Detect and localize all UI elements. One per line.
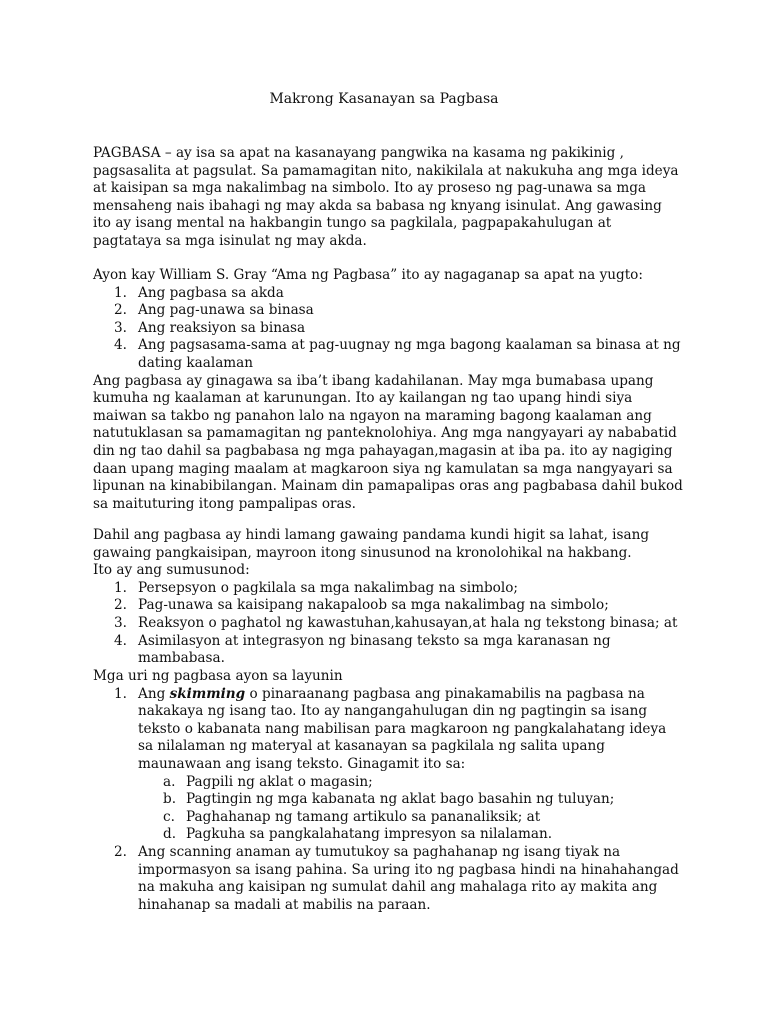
list-item: 2. Pag-unawa sa kaisipang nakapaloob sa mga nakalimbag na simbolo; <box>114 597 609 614</box>
list-item: 3. Reaksyon o paghatol ng kawastuhan,kahusayan,at hala ng tekstong binasa; at <box>114 614 678 631</box>
skimming-term: skimming <box>169 685 246 702</box>
chronological-steps-paragraph: Dahil ang pagbasa ay hindi lamang gawaing pandama kundi higit sa lahat, isang gawaing pangkaisipan, mayroon itong sinusunod na kronolohikal na hakbang. <box>93 527 650 561</box>
pagbasa-definition-paragraph: PAGBASA – ay isa sa apat na kasanayang pangwika na kasama ng pakikinig , pagsasalita at pagsulat. Sa pamamagitan nito, nakikilala at nakukuha ang mga ideya at kaisipan sa mga nakalimbag na simbolo. Ito ay proseso ng pag-unawa sa mga mensaheng nais ibahagi ng may akda sa babasa ng knyang isinulat. Ang gawasing ito ay isang mental na hakbangin tungo sa pagkilala, pagpapakahulugan at pagtataya sa mga isinulat ng may akda. <box>93 145 679 249</box>
list-item-scanning: 2. Ang scanning anaman ay tumutukoy sa paghahanap ng isang tiyak na impormasyon sa isang pahina. Sa uring ito ng pagbasa hindi na hinahahangad na makuha ang kaisipan ng sumulat dahil ang mahalaga rito ay makita ang hinahanap sa madali at mabilis na paraan. <box>114 843 679 913</box>
types-list <box>93 686 683 915</box>
steps-section <box>93 527 683 668</box>
steps-intro: Ito ay ang sumusunod: <box>93 562 250 579</box>
types-intro: Mga uri ng pagbasa ayon sa layunin <box>93 668 343 684</box>
gray-intro-paragraph: Ayon kay William S. Gray “Ama ng Pagbasa” ito ay nagaganap sa apat na yugto: <box>93 267 643 283</box>
list-item: 2. Ang pag-unawa sa binasa <box>114 302 314 319</box>
gray-section <box>93 267 683 513</box>
list-item: a. Pagpili ng aklat o magasin; <box>163 773 373 790</box>
list-item-skimming: 1. Ang skimming o pinaraanang pagbasa ang pinakamabilis na pagbasa na nakakaya ng isang tao. Ito ay nangangahulugan din ng pagtingin sa isang teksto o kabanata nang mabilisan para magkaroon ng pangkalahatang ideya sa nilalaman ng materyal at kasanayan sa pagkilala ng salita upang maunawaan ang isang teksto. Ginagamit ito sa: a. Pagpili ng aklat o magasin; b. Pagtingin ng mga kabanata ng aklat bago basahin ng tuluyan; c. Paghahanap ng tamang artikulo sa pananaliksik; at d. Pagkuha sa pangkalahatang impresyon sa nilalaman. <box>93 686 683 844</box>
list-item: 4. Asimilasyon at integrasyon ng binasang teksto sa mga karanasan ng mambabasa. <box>114 632 611 667</box>
list-item: 4. Ang pagsasama-sama at pag-uugnay ng mga bagong kaalaman sa binasa at ng dating kaalaman <box>114 337 681 371</box>
reasons-paragraph: Ang pagbasa ay ginagawa sa iba’t ibang kadahilanan. May mga bumabasa upang kumuha ng kaalaman at karunungan. Ito ay kailangan ng tao upang hindi siya maiwan sa takbo ng panahon lalo na ngayon na maraming bagong kaalaman ang natutuklasan sa pamamagitan ng panteknolohiya. Ang mga nangyayari ay nababatid din ng tao dahil sa pagbabasa ng mga pahayagan,magasin at iba pa. ito ay nagiging daan upang maging maalam at magkaroon siya ng kamulatan sa mga nangyayari sa lipunan na kinabibilangan. Mainam din pamapalipas oras ang pagbabasa dahil bukod sa maituturing itong pampalipas oras. <box>93 372 683 512</box>
list-item: 3. Ang reaksiyon sa binasa <box>114 319 306 336</box>
list-item: 1. Ang pagbasa sa akda <box>114 284 284 301</box>
skimming-uses-list <box>93 774 683 844</box>
steps-list <box>93 580 683 668</box>
list-item: 1. Persepsyon o pagkilala sa mga nakalimbag na simbolo; <box>114 579 518 596</box>
list-item: c. Paghahanap ng tamang artikulo sa pananaliksik; at <box>163 808 541 825</box>
list-item: b. Pagtingin ng mga kabanata ng aklat bago basahin ng tuluyan; <box>163 791 615 808</box>
types-section <box>93 668 683 914</box>
gray-stages-list <box>93 285 683 373</box>
list-item: d. Pagkuha sa pangkalahatang impresyon sa nilalaman. <box>163 826 553 843</box>
document-title: Makrong Kasanayan sa Pagbasa <box>269 91 499 107</box>
intro-section <box>93 145 683 251</box>
